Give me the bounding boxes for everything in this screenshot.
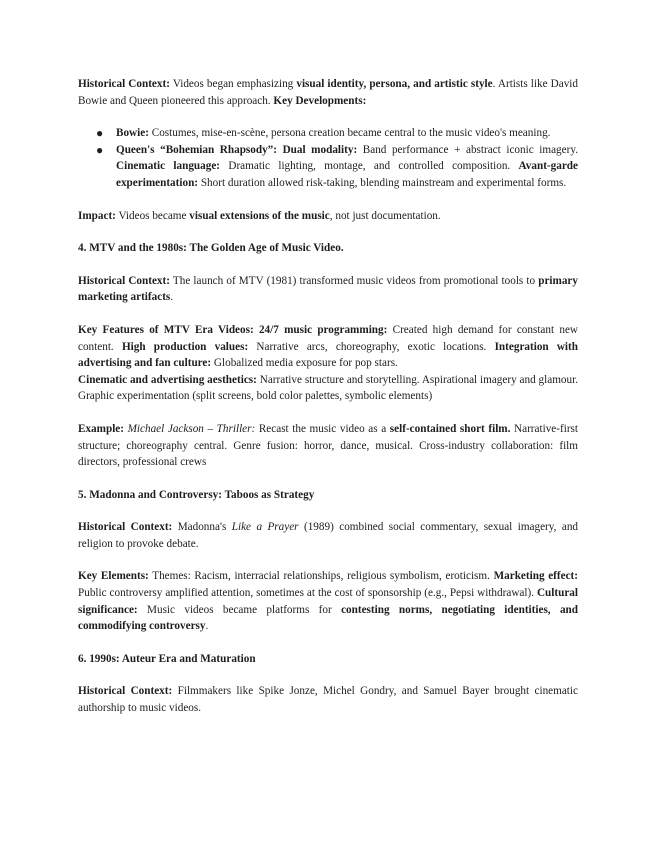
emphasis: visual identity, persona, and artistic style (296, 78, 493, 90)
label-key-developments: Key Developments: (273, 94, 367, 107)
emphasis: Bowie: (116, 127, 149, 140)
text: Themes: Racism, interracial relationships, religious symbolism, eroticism. (148, 570, 494, 583)
text: Filmmakers like Spike Jonze, Michel Gondry, and Samuel Bayer brought cinematic authorship to music videos. (78, 685, 578, 715)
text: Music videos became platforms for (137, 603, 342, 616)
label-key-features: Key Features of MTV Era Videos: 24/7 music programming: (78, 323, 388, 336)
text: Dramatic lighting, montage, and controlled composition. (220, 160, 519, 173)
text: Short duration allowed risk-taking, blending mainstream and experimental forms. (198, 176, 567, 189)
emphasis: High production values: (121, 340, 249, 353)
text: Globalized media exposure for pop stars. (211, 357, 398, 370)
text: Created high demand for constant new content. (78, 323, 579, 353)
text: Videos began emphasizing (169, 78, 297, 90)
paragraph-mtv-key-features (78, 322, 578, 372)
text: . Artists like David Bowie and Queen pioneered this approach. (78, 78, 578, 107)
text: Band performance + abstract iconic imagery. (357, 143, 578, 156)
emphasis: Integration with advertising and fan culture: (78, 340, 578, 370)
label-historical-context: Historical Context: (78, 274, 170, 287)
emphasis: primary marketing artifacts (78, 274, 578, 304)
document-body (78, 76, 578, 733)
title-like-a-prayer: Like a Prayer (231, 521, 299, 534)
emphasis: Cinematic language: (116, 160, 221, 173)
paragraph-historical-context-persona (78, 76, 578, 109)
text: The launch of MTV (1981) transformed music videos from promotional tools to (169, 274, 539, 287)
list-item-bowie (96, 125, 578, 142)
label-example: Example: (78, 422, 124, 435)
label-key-elements: Key Elements: (78, 570, 149, 583)
text: Public controversy amplified attention, sometimes at the cost of sponsorship (e.g., Pepsi withdrawal). (78, 587, 537, 600)
text: . (170, 291, 174, 304)
text: Narrative structure and storytelling. Aspirational imagery and glamour. Graphic experimentation (split screens, bold color palettes, symbolic elements) (78, 373, 578, 403)
label-historical-context: Historical Context: (78, 78, 170, 90)
paragraph-madonna-key-elements (78, 568, 578, 634)
section-heading-madonna: 5. Madonna and Controversy: Taboos as Strategy (78, 488, 315, 501)
label-impact: Impact: (78, 209, 116, 222)
text: Narrative-first structure; choreography central. Genre fusion: horror, dance, musical. Cross-industry collaboration: film directors, professional crews (78, 422, 579, 469)
key-developments-list (78, 125, 578, 191)
text: Narrative arcs, choreography, exotic locations. (248, 340, 495, 353)
paragraph-auteur-historical-context (78, 683, 578, 716)
bullet-icon: ● (96, 142, 104, 157)
emphasis: Cultural significance: (78, 587, 578, 616)
paragraph-mtv-historical-context (78, 273, 578, 306)
list-item-queen (96, 142, 578, 192)
text: Costumes, mise-en-scène, persona creation became central to the music video's meaning. (148, 127, 551, 140)
paragraph-madonna-historical-context (78, 519, 578, 552)
paragraph-impact (78, 208, 578, 225)
emphasis: contesting norms, negotiating identities, and commodifying controversy (78, 603, 578, 633)
paragraph-mtv-aesthetics (78, 372, 578, 405)
section-heading-auteur-era: 6. 1990s: Auteur Era and Maturation (78, 652, 256, 665)
text: . (205, 620, 209, 633)
text: Recast the music video as a (255, 422, 390, 435)
paragraph-mtv-example (78, 421, 578, 471)
text: Madonna's (172, 521, 232, 534)
label-historical-context: Historical Context: (78, 521, 173, 534)
text: (1989) combined social commentary, sexual imagery, and religion to provoke debate. (78, 521, 579, 550)
emphasis: Marketing effect: (493, 570, 578, 583)
label-historical-context: Historical Context: (78, 685, 173, 698)
emphasis: Queen's “Bohemian Rhapsody”: Dual modality: (116, 143, 358, 156)
section-heading-mtv: 4. MTV and the 1980s: The Golden Age of Music Video. (78, 242, 344, 255)
emphasis: Cinematic and advertising aesthetics: (78, 373, 257, 386)
title-thriller: Michael Jackson – Thriller: (124, 422, 256, 435)
bullet-icon: ● (96, 126, 104, 141)
text: Videos became (115, 209, 190, 222)
text: , not just documentation. (329, 209, 441, 222)
emphasis: visual extensions of the music (189, 209, 330, 222)
emphasis: self-contained short film. (389, 422, 511, 435)
emphasis: Avant-garde experimentation: (116, 160, 578, 189)
